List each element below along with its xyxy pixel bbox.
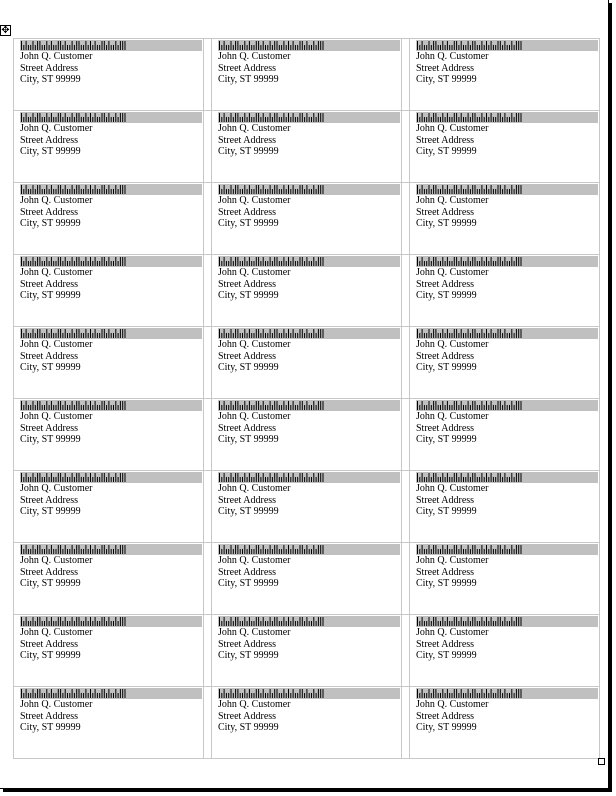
label-street: Street Address (218, 638, 277, 650)
barcode-bars (218, 328, 324, 339)
mailing-label[interactable] (212, 111, 402, 183)
label-city-state-zip: City, ST 99999 (416, 362, 477, 373)
barcode-bars (20, 544, 126, 555)
label-city-state-zip: City, ST 99999 (218, 146, 279, 157)
label-street: Street Address (218, 422, 277, 434)
postal-barcode (20, 328, 202, 339)
label-name: John Q. Customer (20, 555, 93, 566)
barcode-bars (416, 616, 522, 627)
mailing-label[interactable] (410, 183, 600, 255)
label-street: Street Address (416, 422, 475, 434)
barcode-bars (416, 112, 522, 123)
postal-barcode (218, 472, 400, 483)
label-city-state-zip: City, ST 99999 (416, 578, 477, 589)
label-city-state-zip: City, ST 99999 (416, 74, 477, 85)
label-street: Street Address (416, 710, 475, 722)
label-name: John Q. Customer (20, 483, 93, 494)
postal-barcode (218, 256, 400, 267)
label-gap-cell (204, 399, 212, 471)
barcode-bars (416, 472, 522, 483)
label-name: John Q. Customer (218, 483, 291, 494)
postal-barcode (218, 40, 400, 51)
label-name: John Q. Customer (416, 267, 489, 278)
label-street: Street Address (218, 278, 277, 290)
label-row (14, 687, 600, 759)
label-street: Street Address (20, 62, 79, 74)
mailing-label[interactable] (14, 39, 204, 111)
label-name: John Q. Customer (416, 123, 489, 134)
label-street: Street Address (20, 494, 79, 506)
label-gap-cell (204, 471, 212, 543)
mailing-label[interactable] (410, 471, 600, 543)
barcode-bars (218, 256, 324, 267)
barcode-bars (20, 40, 126, 51)
barcode-bars (218, 472, 324, 483)
label-street: Street Address (218, 494, 277, 506)
label-city-state-zip: City, ST 99999 (218, 362, 279, 373)
label-street: Street Address (218, 566, 277, 578)
label-city-state-zip: City, ST 99999 (20, 74, 81, 85)
label-gap-cell (402, 687, 410, 759)
barcode-bars (416, 400, 522, 411)
label-row (14, 543, 600, 615)
label-city-state-zip: City, ST 99999 (416, 650, 477, 661)
mailing-label[interactable] (212, 687, 402, 759)
barcode-bars (20, 400, 126, 411)
label-street: Street Address (20, 566, 79, 578)
label-gap-cell (204, 111, 212, 183)
label-gap-cell (402, 543, 410, 615)
label-gap-cell (402, 399, 410, 471)
postal-barcode (20, 256, 202, 267)
label-street: Street Address (20, 350, 79, 362)
postal-barcode (218, 184, 400, 195)
label-gap-cell (204, 615, 212, 687)
label-street: Street Address (416, 566, 475, 578)
label-city-state-zip: City, ST 99999 (218, 218, 279, 229)
postal-barcode (416, 688, 598, 699)
postal-barcode (20, 184, 202, 195)
label-name: John Q. Customer (218, 699, 291, 710)
label-city-state-zip: City, ST 99999 (416, 290, 477, 301)
label-name: John Q. Customer (416, 699, 489, 710)
label-street: Street Address (20, 278, 79, 290)
postal-barcode (20, 688, 202, 699)
label-gap-cell (204, 687, 212, 759)
label-street: Street Address (416, 638, 475, 650)
label-gap-cell (402, 183, 410, 255)
mailing-label[interactable] (410, 543, 600, 615)
label-city-state-zip: City, ST 99999 (20, 722, 81, 733)
label-gap-cell (402, 255, 410, 327)
label-street: Street Address (416, 278, 475, 290)
label-name: John Q. Customer (218, 123, 291, 134)
label-row (14, 471, 600, 543)
barcode-bars (218, 184, 324, 195)
label-gap-cell (402, 615, 410, 687)
barcode-bars (416, 256, 522, 267)
barcode-bars (20, 616, 126, 627)
mailing-label[interactable] (212, 327, 402, 399)
label-gap-cell (204, 543, 212, 615)
postal-barcode (218, 616, 400, 627)
postal-barcode (416, 472, 598, 483)
label-name: John Q. Customer (20, 339, 93, 350)
label-city-state-zip: City, ST 99999 (416, 146, 477, 157)
label-city-state-zip: City, ST 99999 (20, 578, 81, 589)
label-street: Street Address (416, 494, 475, 506)
mailing-label[interactable] (14, 615, 204, 687)
label-name: John Q. Customer (416, 483, 489, 494)
postal-barcode (20, 40, 202, 51)
postal-barcode (416, 616, 598, 627)
label-name: John Q. Customer (416, 411, 489, 422)
label-street: Street Address (218, 62, 277, 74)
label-city-state-zip: City, ST 99999 (416, 506, 477, 517)
label-street: Street Address (416, 62, 475, 74)
mailing-label[interactable] (14, 399, 204, 471)
barcode-bars (218, 688, 324, 699)
barcode-bars (20, 472, 126, 483)
mailing-label[interactable] (14, 327, 204, 399)
postal-barcode (416, 328, 598, 339)
label-name: John Q. Customer (20, 267, 93, 278)
label-street: Street Address (218, 134, 277, 146)
barcode-bars (416, 328, 522, 339)
label-street: Street Address (218, 350, 277, 362)
postal-barcode (218, 112, 400, 123)
label-city-state-zip: City, ST 99999 (20, 290, 81, 301)
table-move-handle-icon[interactable]: ✥ (1, 25, 10, 36)
label-gap-cell (402, 471, 410, 543)
mailing-label[interactable] (410, 399, 600, 471)
barcode-bars (416, 544, 522, 555)
postal-barcode (416, 400, 598, 411)
label-city-state-zip: City, ST 99999 (20, 218, 81, 229)
label-row (14, 399, 600, 471)
barcode-bars (416, 184, 522, 195)
barcode-bars (218, 400, 324, 411)
label-name: John Q. Customer (218, 411, 291, 422)
label-gap-cell (204, 255, 212, 327)
mailing-label[interactable] (14, 111, 204, 183)
label-city-state-zip: City, ST 99999 (218, 290, 279, 301)
label-city-state-zip: City, ST 99999 (20, 434, 81, 445)
mailing-label[interactable] (212, 399, 402, 471)
postal-barcode (416, 544, 598, 555)
postal-barcode (20, 400, 202, 411)
label-street: Street Address (218, 710, 277, 722)
barcode-bars (20, 184, 126, 195)
label-name: John Q. Customer (20, 51, 93, 62)
barcode-bars (20, 328, 126, 339)
label-gap-cell (402, 39, 410, 111)
postal-barcode (20, 472, 202, 483)
label-street: Street Address (20, 206, 79, 218)
label-row (14, 111, 600, 183)
postal-barcode (218, 688, 400, 699)
label-name: John Q. Customer (416, 195, 489, 206)
mailing-label[interactable] (212, 255, 402, 327)
label-name: John Q. Customer (218, 267, 291, 278)
label-street: Street Address (416, 134, 475, 146)
label-name: John Q. Customer (20, 627, 93, 638)
label-gap-cell (204, 183, 212, 255)
label-city-state-zip: City, ST 99999 (218, 722, 279, 733)
mailing-label-table (13, 38, 600, 759)
label-name: John Q. Customer (416, 51, 489, 62)
postal-barcode (416, 40, 598, 51)
label-street: Street Address (20, 134, 79, 146)
mailing-label[interactable] (212, 471, 402, 543)
label-city-state-zip: City, ST 99999 (416, 722, 477, 733)
label-city-state-zip: City, ST 99999 (218, 74, 279, 85)
mailing-label[interactable] (212, 183, 402, 255)
label-city-state-zip: City, ST 99999 (20, 362, 81, 373)
mailing-label[interactable] (410, 615, 600, 687)
barcode-bars (218, 112, 324, 123)
mailing-label[interactable] (212, 39, 402, 111)
barcode-bars (218, 40, 324, 51)
barcode-bars (20, 256, 126, 267)
barcode-bars (416, 40, 522, 51)
label-gap-cell (204, 39, 212, 111)
label-street: Street Address (218, 206, 277, 218)
mailing-label[interactable] (14, 471, 204, 543)
label-street: Street Address (20, 710, 79, 722)
label-city-state-zip: City, ST 99999 (218, 434, 279, 445)
label-row (14, 615, 600, 687)
label-name: John Q. Customer (218, 195, 291, 206)
label-name: John Q. Customer (416, 627, 489, 638)
barcode-bars (218, 544, 324, 555)
label-row (14, 327, 600, 399)
postal-barcode (218, 328, 400, 339)
mailing-label[interactable] (410, 111, 600, 183)
mailing-label[interactable] (14, 255, 204, 327)
label-street: Street Address (416, 350, 475, 362)
barcode-bars (416, 688, 522, 699)
postal-barcode (218, 544, 400, 555)
barcode-bars (218, 616, 324, 627)
mailing-label[interactable] (410, 687, 600, 759)
label-name: John Q. Customer (20, 123, 93, 134)
label-city-state-zip: City, ST 99999 (218, 506, 279, 517)
label-name: John Q. Customer (416, 339, 489, 350)
mailing-label[interactable] (410, 327, 600, 399)
barcode-bars (20, 112, 126, 123)
label-name: John Q. Customer (218, 51, 291, 62)
postal-barcode (20, 112, 202, 123)
mailing-label[interactable] (212, 615, 402, 687)
label-gap-cell (402, 327, 410, 399)
label-city-state-zip: City, ST 99999 (218, 650, 279, 661)
postal-barcode (20, 544, 202, 555)
postal-barcode (416, 112, 598, 123)
table-resize-handle-icon[interactable] (598, 758, 605, 765)
mailing-label[interactable] (14, 687, 204, 759)
postal-barcode (416, 256, 598, 267)
label-city-state-zip: City, ST 99999 (20, 146, 81, 157)
label-name: John Q. Customer (218, 555, 291, 566)
mailing-label[interactable] (212, 543, 402, 615)
label-name: John Q. Customer (218, 339, 291, 350)
label-city-state-zip: City, ST 99999 (20, 506, 81, 517)
label-row (14, 39, 600, 111)
label-city-state-zip: City, ST 99999 (218, 578, 279, 589)
label-city-state-zip: City, ST 99999 (20, 650, 81, 661)
barcode-bars (20, 688, 126, 699)
mailing-label[interactable] (410, 39, 600, 111)
postal-barcode (416, 184, 598, 195)
label-row (14, 183, 600, 255)
label-gap-cell (204, 327, 212, 399)
mailing-label[interactable] (14, 183, 204, 255)
mailing-label[interactable] (14, 543, 204, 615)
label-name: John Q. Customer (218, 627, 291, 638)
label-name: John Q. Customer (416, 555, 489, 566)
label-name: John Q. Customer (20, 411, 93, 422)
postal-barcode (218, 400, 400, 411)
label-city-state-zip: City, ST 99999 (416, 218, 477, 229)
label-gap-cell (402, 111, 410, 183)
label-street: Street Address (20, 638, 79, 650)
label-street: Street Address (20, 422, 79, 434)
label-street: Street Address (416, 206, 475, 218)
label-name: John Q. Customer (20, 195, 93, 206)
label-row (14, 255, 600, 327)
postal-barcode (20, 616, 202, 627)
label-name: John Q. Customer (20, 699, 93, 710)
mailing-label[interactable] (410, 255, 600, 327)
label-city-state-zip: City, ST 99999 (416, 434, 477, 445)
